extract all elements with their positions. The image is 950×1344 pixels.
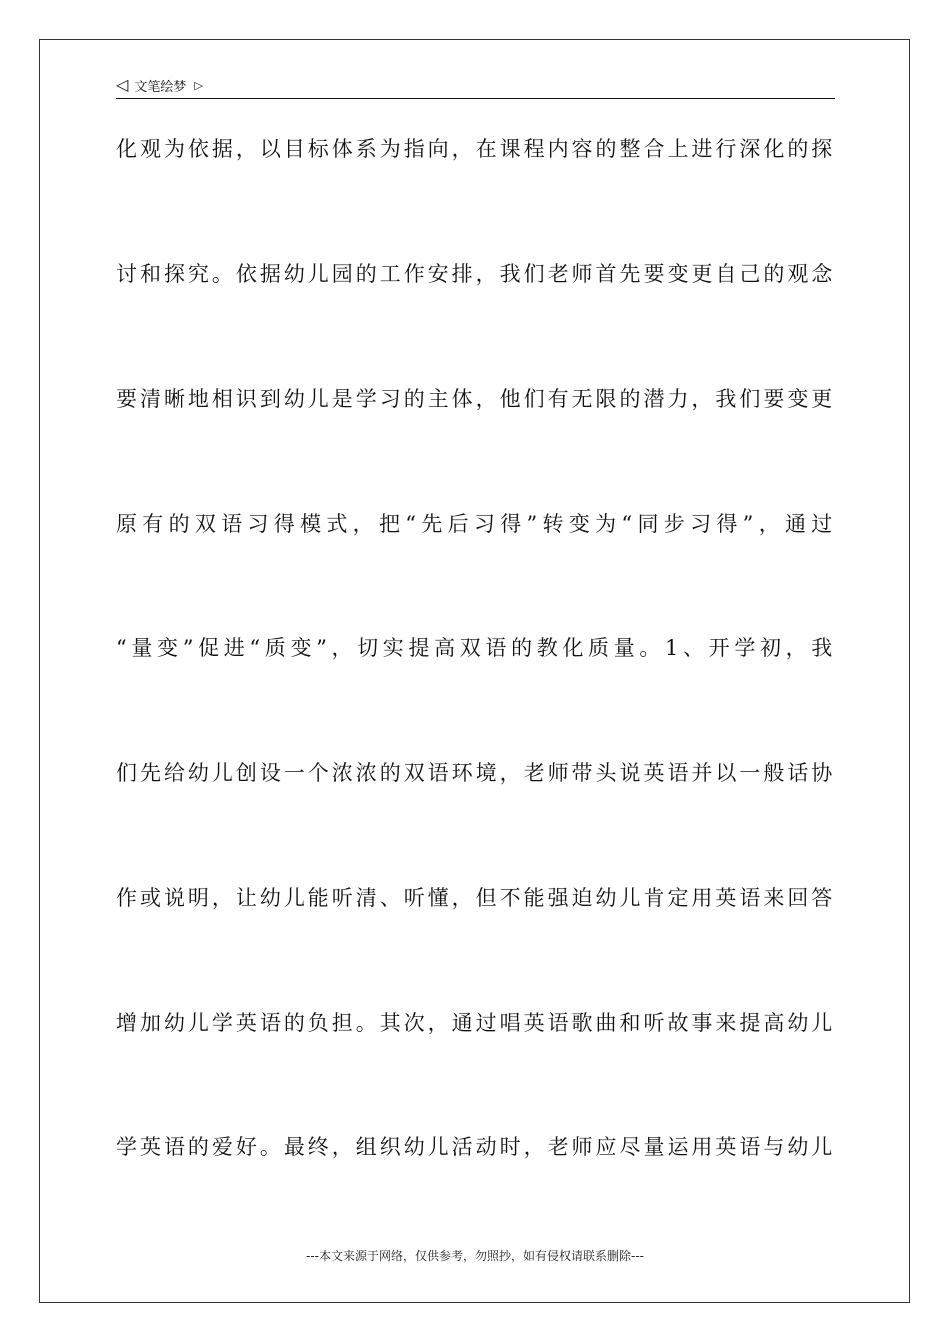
header-title: 文笔绘梦: [134, 79, 187, 95]
body-text-line: 增加幼儿学英语的负担。其次，通过唱英语歌曲和听故事来提高幼儿: [116, 1011, 835, 1035]
body-text-line: 要清晰地相识到幼儿是学习的主体，他们有无限的潜力，我们要变更: [116, 387, 835, 411]
body-text-line: 讨和探究。依据幼儿园的工作安排，我们老师首先要变更自己的观念: [116, 262, 835, 286]
footer-disclaimer: ---本文来源于网络，仅供参考，勿照抄，如有侵权请联系删除---: [306, 1249, 644, 1263]
body-text-line: 化观为依据，以目标体系为指向，在课程内容的整合上进行深化的探: [116, 137, 835, 161]
page-header: [116, 72, 835, 99]
right-triangle-icon: ▷: [194, 78, 203, 92]
page-border: [39, 39, 910, 1303]
body-text-line: 原有的双语习得模式，把“先后习得”转变为“同步习得”，通过: [116, 512, 835, 536]
left-triangle-icon: ◁: [116, 75, 129, 94]
body-text-line: 学英语的爱好。最终，组织幼儿活动时，老师应尽量运用英语与幼儿: [116, 1135, 835, 1159]
body-text-line: 作或说明，让幼儿能听清、听懂，但不能强迫幼儿肯定用英语来回答: [116, 886, 835, 910]
body-text-line: “量变”促进“质变”，切实提高双语的教化质量。1、开学初，我: [116, 636, 835, 660]
body-text-line: 们先给幼儿创设一个浓浓的双语环境，老师带头说英语并以一般话协: [116, 761, 835, 785]
